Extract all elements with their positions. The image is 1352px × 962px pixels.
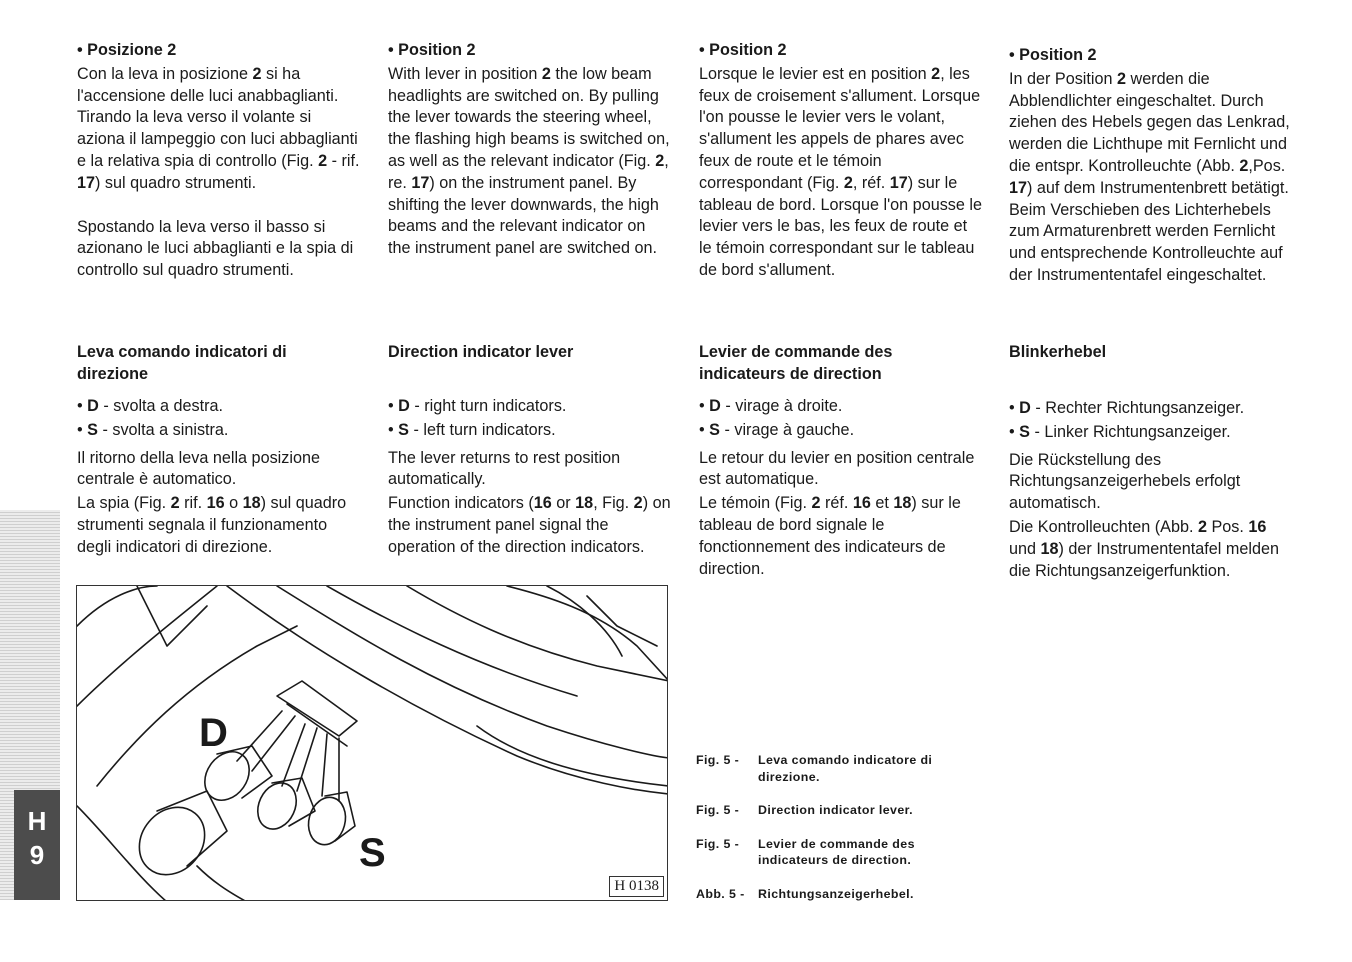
caption-italian: Fig. 5 - Leva comando indicatore di direzione. xyxy=(696,753,933,784)
subheading-en: Direction indicator lever xyxy=(388,343,574,361)
paragraph-en-4: Function indicators (16 or 18, Fig. 2) on the instrument panel signal the operation of the direction indicators. xyxy=(388,494,671,556)
label-s: S xyxy=(359,831,386,875)
paragraph-en-3: The lever returns to rest position automatically. xyxy=(388,448,621,489)
subheading-fr: Levier de commande des indicateurs de direction xyxy=(699,343,893,383)
subheading-it: Leva comando indicatori di direzione xyxy=(77,343,287,383)
heading-position-2-de: • Position 2 xyxy=(1009,46,1097,64)
paragraph-en-1: With lever in position 2 the low beam headlights are switched on. By pulling the lever towards the steering wheel, the flashing high beams is switched on, as well as the relevant indicator (Fig. 2, re. 17) on the instrument panel. By shifting the lever downwards, the high beams and the relevant indicator on the instrument panel are switched on. xyxy=(388,64,670,258)
list-item-d: • D - Rechter Richtungsanzeiger. xyxy=(1009,399,1245,417)
label-d: D xyxy=(199,711,228,755)
paragraph-de-4: Die Kontrolleuchten (Abb. 2 Pos. 16 und 18) der Instrumententafel melden die Richtungsanzeigerfunktion. xyxy=(1009,517,1279,580)
list-item-s: • S - svolta a sinistra. xyxy=(77,420,229,439)
heading-position-2-en: • Position 2 xyxy=(388,41,476,59)
paragraph-fr-3: Le retour du levier en position centrale est automatique. xyxy=(699,448,975,489)
paragraph-it-1: Con la leva in posizione 2 si ha l'accensione delle luci anabbaglianti. Tirando la leva verso il volante si aziona il lampeggio con luci abbaglianti e la relativa spia di controllo (Fig. 2 - rif. 17) sul quadro strumenti. xyxy=(77,64,360,192)
list-item-s: • S - left turn indicators. xyxy=(388,420,556,439)
list-item-d: • D - svolta a destra. xyxy=(77,397,224,415)
figure-code: H 0138 xyxy=(609,876,664,897)
page-number: 9 xyxy=(29,840,45,870)
column-german xyxy=(1009,45,1293,580)
caption-french: Fig. 5 - Levier de commande des indicateurs de direction. xyxy=(696,836,915,867)
lever-illustration xyxy=(77,586,668,901)
list-item-s: • S - Linker Richtungsanzeiger. xyxy=(1009,422,1231,441)
column-italian xyxy=(77,40,361,556)
paragraph-fr-1: Lorsque le levier est en position 2, les feux de croisement s'allument. Lorsque l'on pousse le levier vers le volant, s'allument les appels de phares avec feux de route et le témoin correspondant (Fig. 2, réf. 17) sur le tableau de bord. Lorsque l'on pousse le levier vers le bas, les feux de route et le témoin correspondant sur le tableau de bord s'allument. xyxy=(699,64,982,279)
column-english xyxy=(388,40,672,556)
paragraph-it-2: Spostando la leva verso il basso si azionano le luci abbaglianti e la spia di controllo sul quadro strumenti. xyxy=(77,217,354,280)
subheading-de: Blinkerhebel xyxy=(1009,343,1107,361)
column-french xyxy=(699,40,983,578)
figure-captions xyxy=(696,752,986,919)
paragraph-it-4: La spia (Fig. 2 rif. 16 o 18) sul quadro strumenti segnala il funzionamento degli indicatori di direzione. xyxy=(77,494,347,556)
paragraph-de-1: In der Position 2 werden die Abblendlichter eingeschaltet. Durch ziehen des Hebels gegen das Lenkrad, werden die Lichthupe mit Fernlicht und die entspr. Kontrolleuchte (Abb. 2,Pos. 17) auf dem Instrumentenbrett betätigt. Beim Verschieben des Lichterhebels zum Armaturenbrett werden Fernlicht und entsprechende Kontrolleuchte auf der Instrumententafel eingeschaltet. xyxy=(1009,69,1290,284)
caption-english: Fig. 5 - Direction indicator lever. xyxy=(696,803,914,817)
paragraph-it-3: Il ritorno della leva nella posizione centrale è automatico. xyxy=(77,448,320,489)
caption-german: Abb. 5 - Richtungsanzeigerhebel. xyxy=(696,886,914,901)
list-item-s: • S - virage à gauche. xyxy=(699,420,855,439)
section-letter: H xyxy=(27,806,47,836)
list-item-d: • D - virage à droite. xyxy=(699,397,843,415)
heading-position-2-fr: • Position 2 xyxy=(699,41,787,59)
paragraph-fr-4: Le témoin (Fig. 2 réf. 16 et 18) sur le tableau de bord signale le fonctionnement des indicateurs de direction. xyxy=(699,494,961,578)
list-item-d: • D - right turn indicators. xyxy=(388,397,567,415)
figure-direction-lever xyxy=(76,585,668,901)
heading-posizione-2: • Posizione 2 xyxy=(77,41,177,59)
paragraph-de-3: Die Rückstellung des Richtungsanzeigerhebels erfolgt automatisch. xyxy=(1009,450,1241,513)
section-tab xyxy=(14,790,60,900)
